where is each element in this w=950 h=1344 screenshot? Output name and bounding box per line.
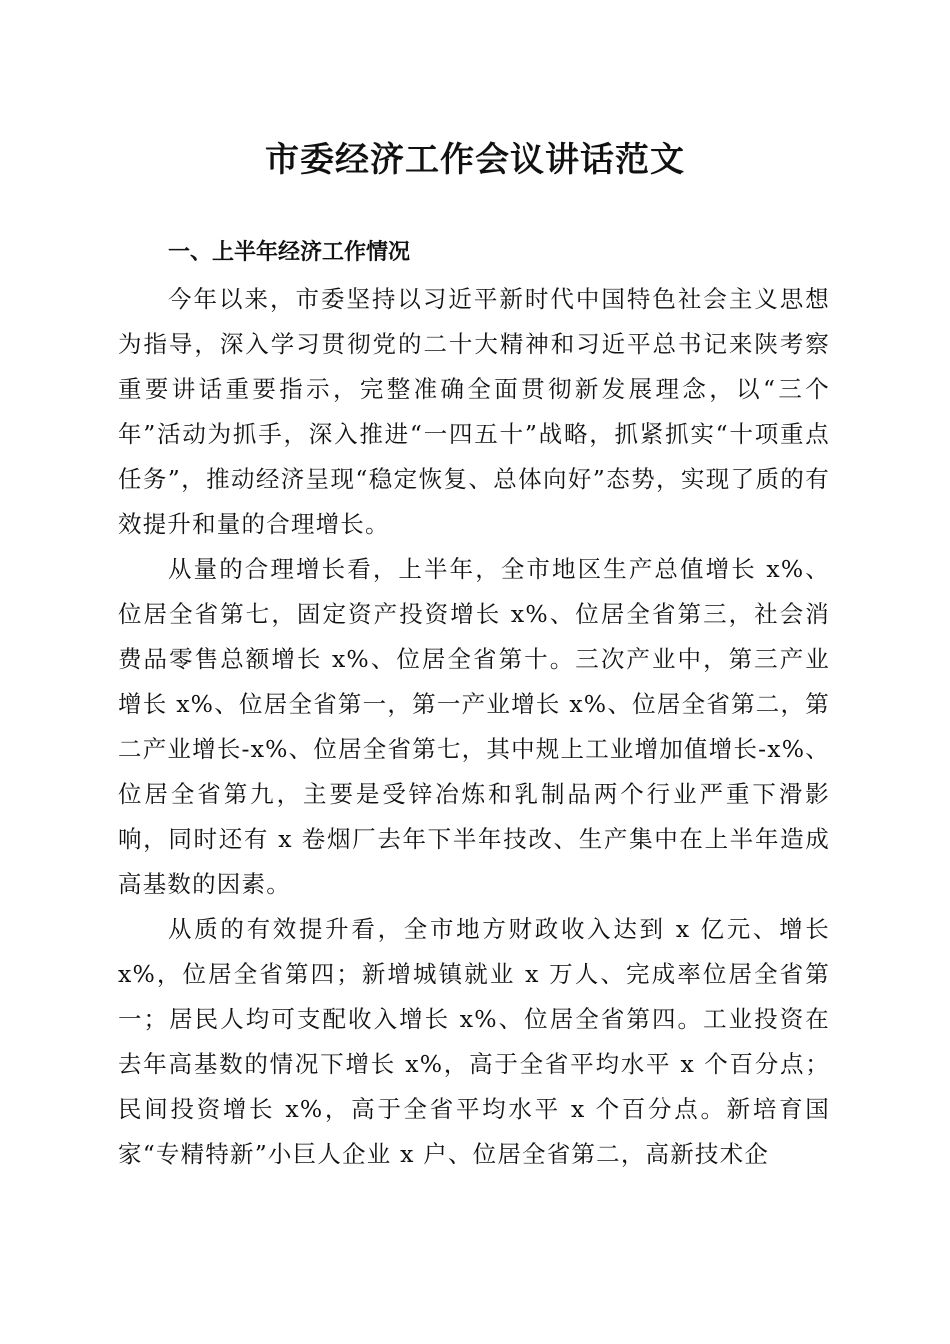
paragraph-quantity-growth: 从量的合理增长看，上半年，全市地区生产总值增长 x%、位居全省第七，固定资产投资增长 x%、位居全省第三，社会消费品零售总额增长 x%、位居全省第十。三次产业中，第三产业增长 x%、位居全省第一，第一产业增长 x%、位居全省第二，第二产业增长-x%、位居全省第七，其中规上工业增加值增长-x%、位居全省第九，主要是受锌冶炼和乳制品两个行业严重下滑影响，同时还有 x 卷烟厂去年下半年技改、生产集中在上半年造成高基数的因素。 [118,555,830,898]
paragraph-quality-improvement: 从质的有效提升看，全市地方财政收入达到 x 亿元、增长 x%，位居全省第四；新增城镇就业 x 万人、完成率位居全省第一；居民人均可支配收入增长 x%、位居全省第四。工业投资在去年高基数的情况下增长 x%，高于全省平均水平 x 个百分点；民间投资增长 x%，高于全省平均水平 x 个百分点。新培育国家“专精特新”小巨人企业 x 户、位居全省第二，高新技术企 [118,915,830,1168]
section-heading: 一、上半年经济工作情况 [168,240,411,265]
document-title: 市委经济工作会议讲话范文 [265,140,685,180]
document-body [118,229,830,1177]
paragraph-intro: 今年以来，市委坚持以习近平新时代中国特色社会主义思想为指导，深入学习贯彻党的二十大精神和习近平总书记来陕考察重要讲话重要指示，完整准确全面贯彻新发展理念，以“三个年”活动为抓手，深入推进“一四五十”战略，抓紧抓实“十项重点任务”，推动经济呈现“稳定恢复、总体向好”态势，实现了质的有效提升和量的合理增长。 [118,285,830,538]
